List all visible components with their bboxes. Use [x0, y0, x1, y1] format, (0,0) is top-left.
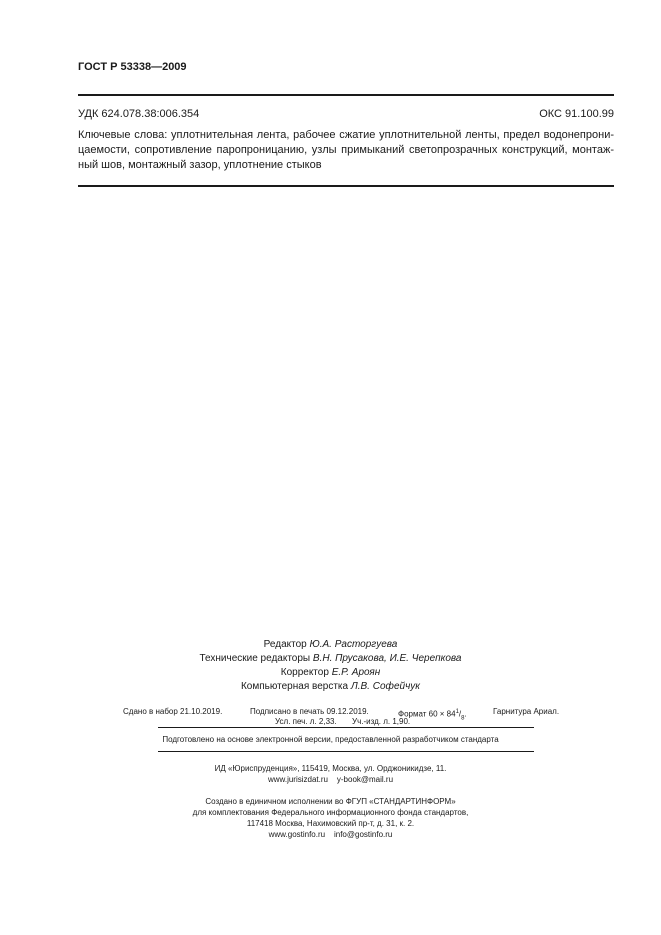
layout-label: Компьютерная верстка	[240, 681, 351, 692]
publisher-email: y-book@mail.ru	[336, 775, 394, 784]
divider-line	[158, 727, 534, 728]
divider-line-2	[158, 751, 534, 752]
udk-code: УДК 624.078.38:006.354	[78, 108, 200, 120]
producer-site: www.gostinfo.ru	[268, 830, 326, 839]
producer-email: info@gostinfo.ru	[333, 830, 393, 839]
top-rule	[78, 94, 614, 96]
bottom-rule	[78, 185, 614, 187]
editor-name: Ю.А. Расторгуева	[309, 639, 398, 650]
layout-line	[0, 680, 661, 694]
format-num: 1	[455, 709, 459, 715]
editor-line	[0, 638, 661, 652]
corrector-label: Корректор	[280, 667, 332, 678]
format-prefix: Формат 60 × 84	[398, 709, 456, 719]
producer-line-2: для комплектования Федерального информационного фонда стандартов,	[192, 808, 469, 817]
submitted-date: Сдано в набор 21.10.2019.	[123, 707, 223, 716]
oks-code: ОКС 91.100.99	[539, 108, 614, 120]
credits-block	[0, 638, 661, 694]
publisher-contacts	[0, 774, 661, 786]
typeface: Гарнитура Ариал.	[493, 707, 560, 716]
keywords-line: цаемости, сопротивление паропроницанию, узлы примыканий светопрозрачных конструкций, монтаж-	[78, 144, 614, 156]
format: Формат $60 \times 84^1/_8$.	[398, 709, 467, 722]
editor-label: Редактор	[263, 639, 310, 650]
tech-editors-names: В.Н. Прусакова, И.Е. Черепкова	[312, 653, 462, 664]
corrector-name: Е.Р. Ароян	[331, 667, 381, 678]
tech-editors-label: Технические редакторы	[199, 653, 313, 664]
edition-sheets: Уч.-изд. л. 1,90.	[352, 717, 411, 726]
layout-name: Л.В. Софейчук	[350, 681, 420, 692]
keywords-block	[78, 128, 614, 173]
prepared-note: Подготовлено на основе электронной версии, предоставленной разработчиком стандарта	[162, 735, 499, 744]
publisher-line: ИД «Юриспруденция», 115419, Москва, ул. Орджоникидзе, 11.	[214, 764, 447, 773]
keywords-line: ный шов, монтажный зазор, уплотнение стыков	[78, 159, 322, 171]
corrector-line	[0, 666, 661, 680]
tech-editors-line	[0, 652, 661, 666]
format-den: 8	[461, 715, 465, 722]
signed-date: Подписано в печать 09.12.2019.	[250, 707, 369, 716]
producer-line-1: Создано в единичном исполнении во ФГУП «СТАНДАРТИНФОРМ»	[205, 797, 456, 806]
printed-sheets: Усл. печ. л. 2,33.	[275, 717, 337, 726]
keywords-line: Ключевые слова: уплотнительная лента, рабочее сжатие уплотнительной ленты, предел водонепрони-	[78, 129, 614, 141]
producer-line-3: 117418 Москва, Нахимовский пр-т, д. 31, к. 2.	[246, 819, 415, 828]
publisher-site: www.jurisizdat.ru	[267, 775, 328, 784]
standard-number: ГОСТ Р 53338—2009	[78, 61, 187, 73]
producer-contacts	[0, 829, 661, 841]
